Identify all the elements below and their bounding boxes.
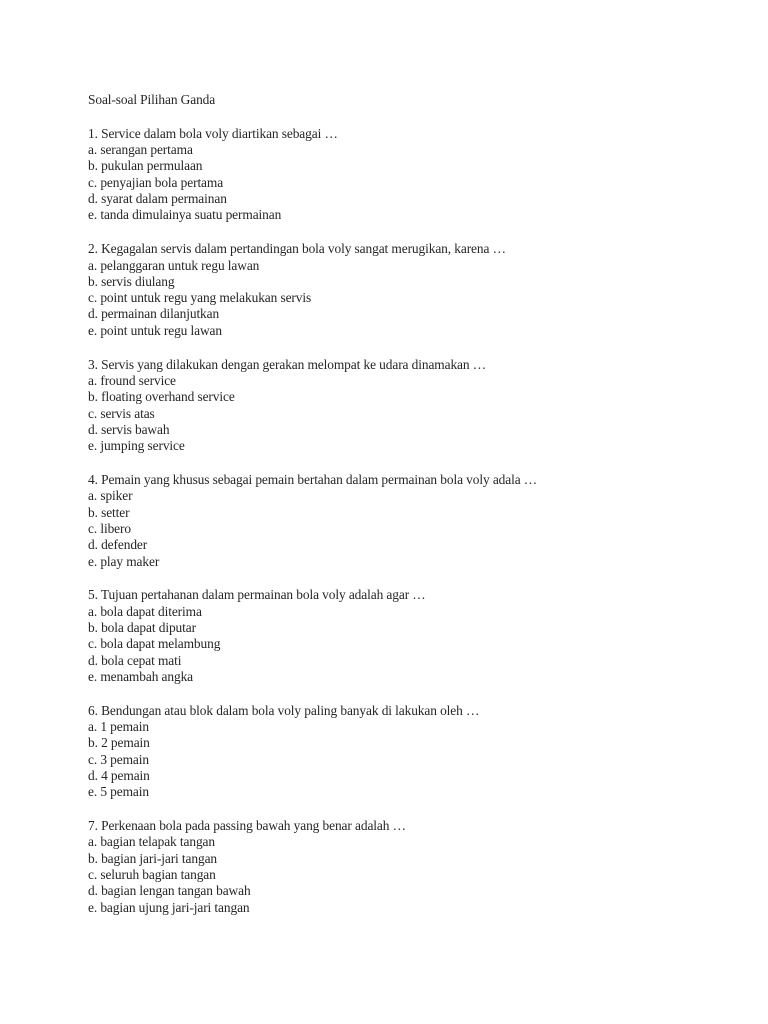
question-text: 5. Tujuan pertahanan dalam permainan bola voly adalah agar … — [88, 587, 426, 603]
option-e: e. point untuk regu lawan — [88, 322, 222, 338]
question-7 — [88, 818, 537, 916]
option-a: a. 1 pemain — [88, 719, 149, 735]
question-5 — [88, 587, 537, 685]
question-1 — [88, 126, 537, 224]
spacer — [88, 801, 537, 819]
spacer — [88, 339, 537, 357]
question-text: 3. Servis yang dilakukan dengan gerakan melompat ke udara dinamakan … — [88, 356, 487, 372]
option-b: b. setter — [88, 504, 130, 520]
option-e: e. jumping service — [88, 438, 185, 454]
option-d: d. permainan dilanjutkan — [88, 306, 220, 322]
option-e: e. 5 pemain — [88, 784, 149, 800]
option-b: b. 2 pemain — [88, 735, 150, 751]
document-title: Soal-soal Pilihan Ganda — [88, 92, 216, 107]
option-b: b. bola dapat diputar — [88, 619, 196, 635]
option-d: d. servis bawah — [88, 421, 170, 437]
option-b: b. pukulan permulaan — [88, 158, 203, 174]
option-b: b. servis diulang — [88, 273, 175, 289]
option-e: e. tanda dimulainya suatu permainan — [88, 207, 282, 223]
option-d: d. defender — [88, 537, 148, 553]
option-a: a. serangan pertama — [88, 142, 193, 158]
option-e: e. bagian ujung jari-jari tangan — [88, 899, 250, 915]
option-e: e. play maker — [88, 553, 160, 569]
spacer — [88, 685, 537, 703]
option-c: c. penyajian bola pertama — [88, 174, 224, 190]
option-c: c. seluruh bagian tangan — [88, 867, 216, 883]
spacer — [88, 108, 537, 126]
option-c: c. bola dapat melambung — [88, 636, 221, 652]
option-d: d. bagian lengan tangan bawah — [88, 883, 251, 899]
spacer — [88, 454, 537, 472]
option-b: b. bagian jari-jari tangan — [88, 850, 218, 866]
option-e: e. menambah angka — [88, 668, 194, 684]
question-6 — [88, 703, 537, 801]
spacer — [88, 224, 537, 242]
question-2 — [88, 241, 537, 339]
option-a: a. fround service — [88, 372, 176, 388]
option-c: c. 3 pemain — [88, 751, 149, 767]
spacer — [88, 570, 537, 588]
question-text: 6. Bendungan atau blok dalam bola voly paling banyak di lakukan oleh … — [88, 702, 480, 718]
question-text: 4. Pemain yang khusus sebagai pemain bertahan dalam permainan bola voly adala … — [88, 472, 538, 488]
option-a: a. bola dapat diterima — [88, 603, 202, 619]
option-d: d. 4 pemain — [88, 767, 150, 783]
option-d: d. syarat dalam permainan — [88, 191, 227, 207]
document-content — [88, 92, 537, 916]
option-c: c. point untuk regu yang melakukan servis — [88, 290, 312, 306]
option-a: a. bagian telapak tangan — [88, 834, 215, 850]
question-text: 1. Service dalam bola voly diartikan sebagai … — [88, 125, 338, 141]
option-a: a. pelanggaran untuk regu lawan — [88, 257, 260, 273]
option-b: b. floating overhand service — [88, 389, 235, 405]
option-a: a. spiker — [88, 488, 133, 504]
question-text: 2. Kegagalan servis dalam pertandingan bola voly sangat merugikan, karena … — [88, 241, 506, 257]
option-c: c. servis atas — [88, 405, 155, 421]
question-text: 7. Perkenaan bola pada passing bawah yang benar adalah … — [88, 818, 406, 834]
question-3 — [88, 357, 537, 455]
option-c: c. libero — [88, 520, 131, 536]
question-4 — [88, 472, 537, 570]
option-d: d. bola cepat mati — [88, 652, 182, 668]
